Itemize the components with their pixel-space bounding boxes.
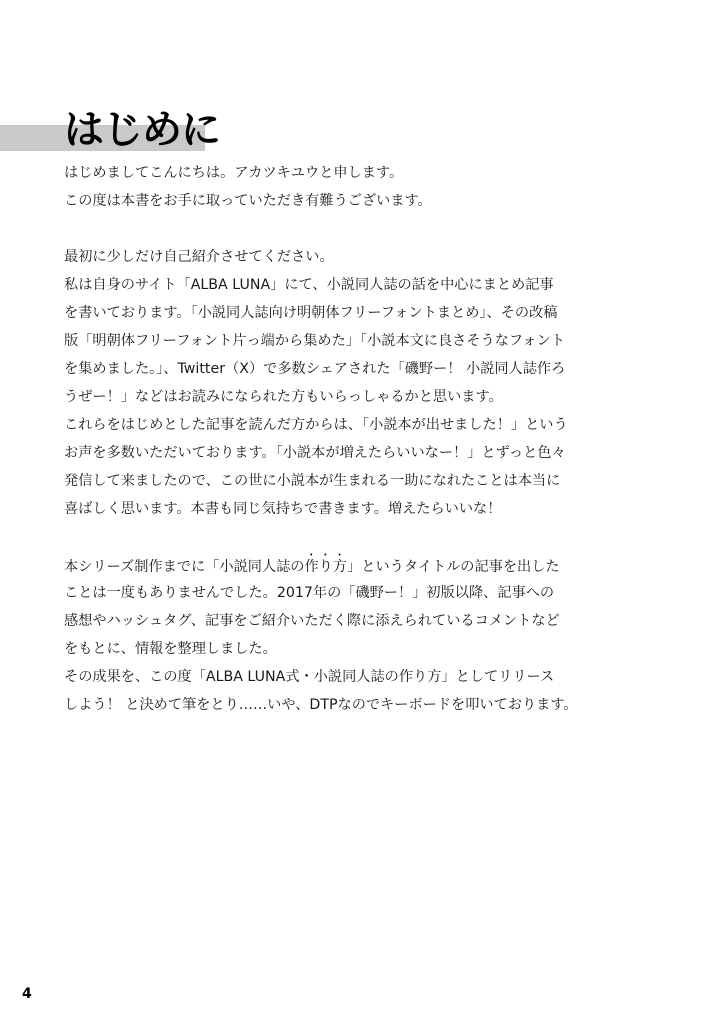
text-line-with-emphasis [64,551,664,579]
text-line: 喜ばしく思います。本書も同じ気持ちで書きます。増えたらいいな！ [64,501,502,517]
text-segment: 」というタイトルの記事を出した [347,559,560,575]
text-line: 版「明朝体フリーフォント片っ端から集めた」「小説本文に良さそうなフォント [64,333,565,349]
paragraph-gap [64,523,664,551]
text-line: 最初に少しだけ自己紹介させてください。 [64,249,334,265]
text-line: お声を多数いただいております。「小説本が増えたらいいなー！」とずっと色々 [64,445,566,461]
text-line: 発信して来ましたので、この世に小説本が生まれる一助になれたことは本当に [64,473,561,489]
page-number: 4 [22,986,32,1002]
text-line: 感想やハッシュタグ、記事をご紹介いただく際に添えられているコメントなど [64,613,560,629]
body-text [64,159,664,719]
text-line: 私は自身のサイト「ALBA LUNA」にて、小説同人誌の話を中心にまとめ記事 [64,277,554,293]
text-line: その成果を、この度「ALBA LUNA式・小説同人誌の作り方」としてリリース [64,669,555,685]
emphasized-text: 作り方 [304,559,348,575]
page-title: はじめに [64,107,220,153]
text-line: この度は本書をお手に取っていただき有難うございます。 [64,193,432,209]
text-line: うぜー！」などはお読みになられた方もいらっしゃるかと思います。 [64,389,503,405]
text-line: これらをはじめとした記事を読んだ方からは、「小説本が出せました！」という [64,417,568,433]
text-line: はじめましてこんにちは。アカツキユウと申します。 [64,165,404,181]
text-segment: 本シリーズ制作までに「小説同人誌の [64,559,305,575]
text-line: を書いております。「小説同人誌向け明朝体フリーフォントまとめ」、その改稿 [64,305,558,321]
text-line: しよう！ と決めて筆をとり……いや、DTPなのでキーボードを叩いております。 [64,697,578,713]
text-line: をもとに、情報を整理しました。 [64,641,277,657]
paragraph-gap [64,215,664,243]
text-line: を集めました。」、Twitter（X）で多数シェアされた「磯野ー！ 小説同人誌作ろ [64,361,566,377]
text-line: ことは一度もありませんでした。2017年の「磯野ー！」初版以降、記事への [64,585,555,601]
